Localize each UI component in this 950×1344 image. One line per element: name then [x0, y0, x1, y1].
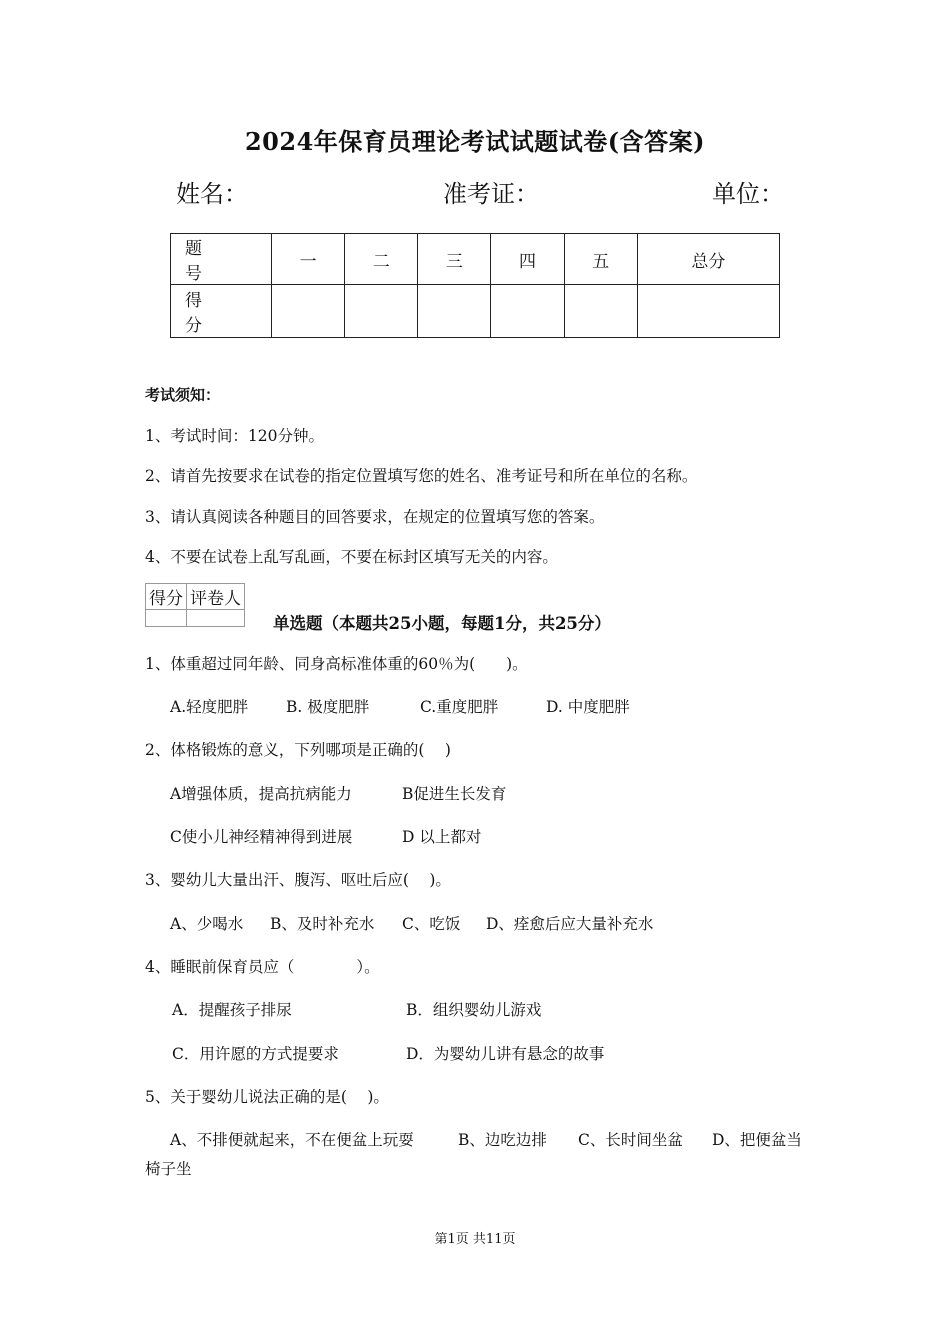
section-title: 单选题（本题共25小题，每题1分，共25分）: [273, 614, 611, 633]
question-option: B. 极度肥胖: [286, 698, 370, 716]
score-cell[interactable]: [637, 285, 779, 338]
grader-reviewer-label: 评卷人: [187, 584, 245, 610]
score-table-header-cell: 四: [491, 234, 564, 285]
unit-field-label: 单位：: [712, 180, 784, 208]
question-option: B、边吃边排: [458, 1131, 547, 1149]
score-table-header-row: [171, 234, 780, 285]
question-option-continuation: 椅子坐: [145, 1160, 192, 1178]
question-option: A、不排便就起来，不在便盆上玩耍: [170, 1131, 414, 1149]
score-table-header-cell: 总分: [637, 234, 779, 285]
question-option: D. 中度肥胖: [546, 698, 630, 716]
notice-item: 3、请认真阅读各种题目的回答要求，在规定的位置填写您的答案。: [145, 508, 605, 526]
question-option: A增强体质，提高抗病能力: [170, 785, 352, 803]
question-option: D、痊愈后应大量补充水: [486, 915, 654, 933]
score-table-header-cell: 五: [564, 234, 637, 285]
score-cell[interactable]: [272, 285, 345, 338]
score-cell[interactable]: [564, 285, 637, 338]
name-field-label: 姓名：: [176, 180, 248, 208]
question-option: C、吃饭: [402, 915, 461, 933]
question-stem: 5、关于婴幼儿说法正确的是( )。: [145, 1088, 389, 1106]
score-table-header-cell: 一: [272, 234, 345, 285]
notice-item: 1、考试时间：120分钟。: [145, 427, 324, 445]
score-table-score-row: [171, 285, 780, 338]
notice-heading: 考试须知：: [145, 386, 221, 404]
question-stem: 4、睡眠前保育员应（ ）。: [145, 958, 380, 976]
grader-box: [145, 583, 245, 627]
question-option: A．提醒孩子排尿: [172, 1001, 292, 1019]
page-footer: 第1页 共11页: [434, 1232, 516, 1247]
question-option: C、长时间坐盆: [578, 1131, 683, 1149]
grader-reviewer-cell[interactable]: [187, 610, 245, 627]
score-cell[interactable]: [345, 285, 418, 338]
question-option: A、少喝水: [170, 915, 244, 933]
score-table-header-label: 题 号: [171, 234, 272, 285]
score-table-header-cell: 二: [345, 234, 418, 285]
grader-score-label: 得分: [146, 584, 187, 610]
exam-id-field-label: 准考证：: [443, 180, 539, 208]
question-option: B促进生长发育: [402, 785, 507, 803]
grader-score-cell[interactable]: [146, 610, 187, 627]
question-option: D 以上都对: [402, 828, 482, 846]
question-option: C使小儿神经精神得到进展: [170, 828, 353, 846]
question-option: B、及时补充水: [270, 915, 375, 933]
question-option: A.轻度肥胖: [170, 698, 249, 716]
question-option: C.重度肥胖: [420, 698, 499, 716]
notice-item: 4、不要在试卷上乱写乱画，不要在标封区填写无关的内容。: [145, 548, 558, 566]
score-cell[interactable]: [491, 285, 564, 338]
question-stem: 3、婴幼儿大量出汗、腹泻、呕吐后应( )。: [145, 871, 451, 889]
question-stem: 1、体重超过同年龄、同身高标准体重的60％为( )。: [145, 655, 528, 673]
notice-item: 2、请首先按要求在试卷的指定位置填写您的姓名、准考证号和所在单位的名称。: [145, 467, 698, 485]
question-option: C．用许愿的方式提要求: [172, 1045, 339, 1063]
question-option: D、把便盆当: [712, 1131, 802, 1149]
exam-title: 2024年保育员理论考试试题试卷(含答案): [244, 127, 705, 156]
score-table-header-cell: 三: [418, 234, 491, 285]
score-table-row-label: 得 分: [171, 285, 272, 338]
score-cell[interactable]: [418, 285, 491, 338]
question-stem: 2、体格锻炼的意义，下列哪项是正确的( ): [145, 741, 451, 759]
question-option: D．为婴幼儿讲有悬念的故事: [406, 1045, 605, 1063]
score-table: [170, 233, 780, 338]
question-option: B．组织婴幼儿游戏: [406, 1001, 542, 1019]
